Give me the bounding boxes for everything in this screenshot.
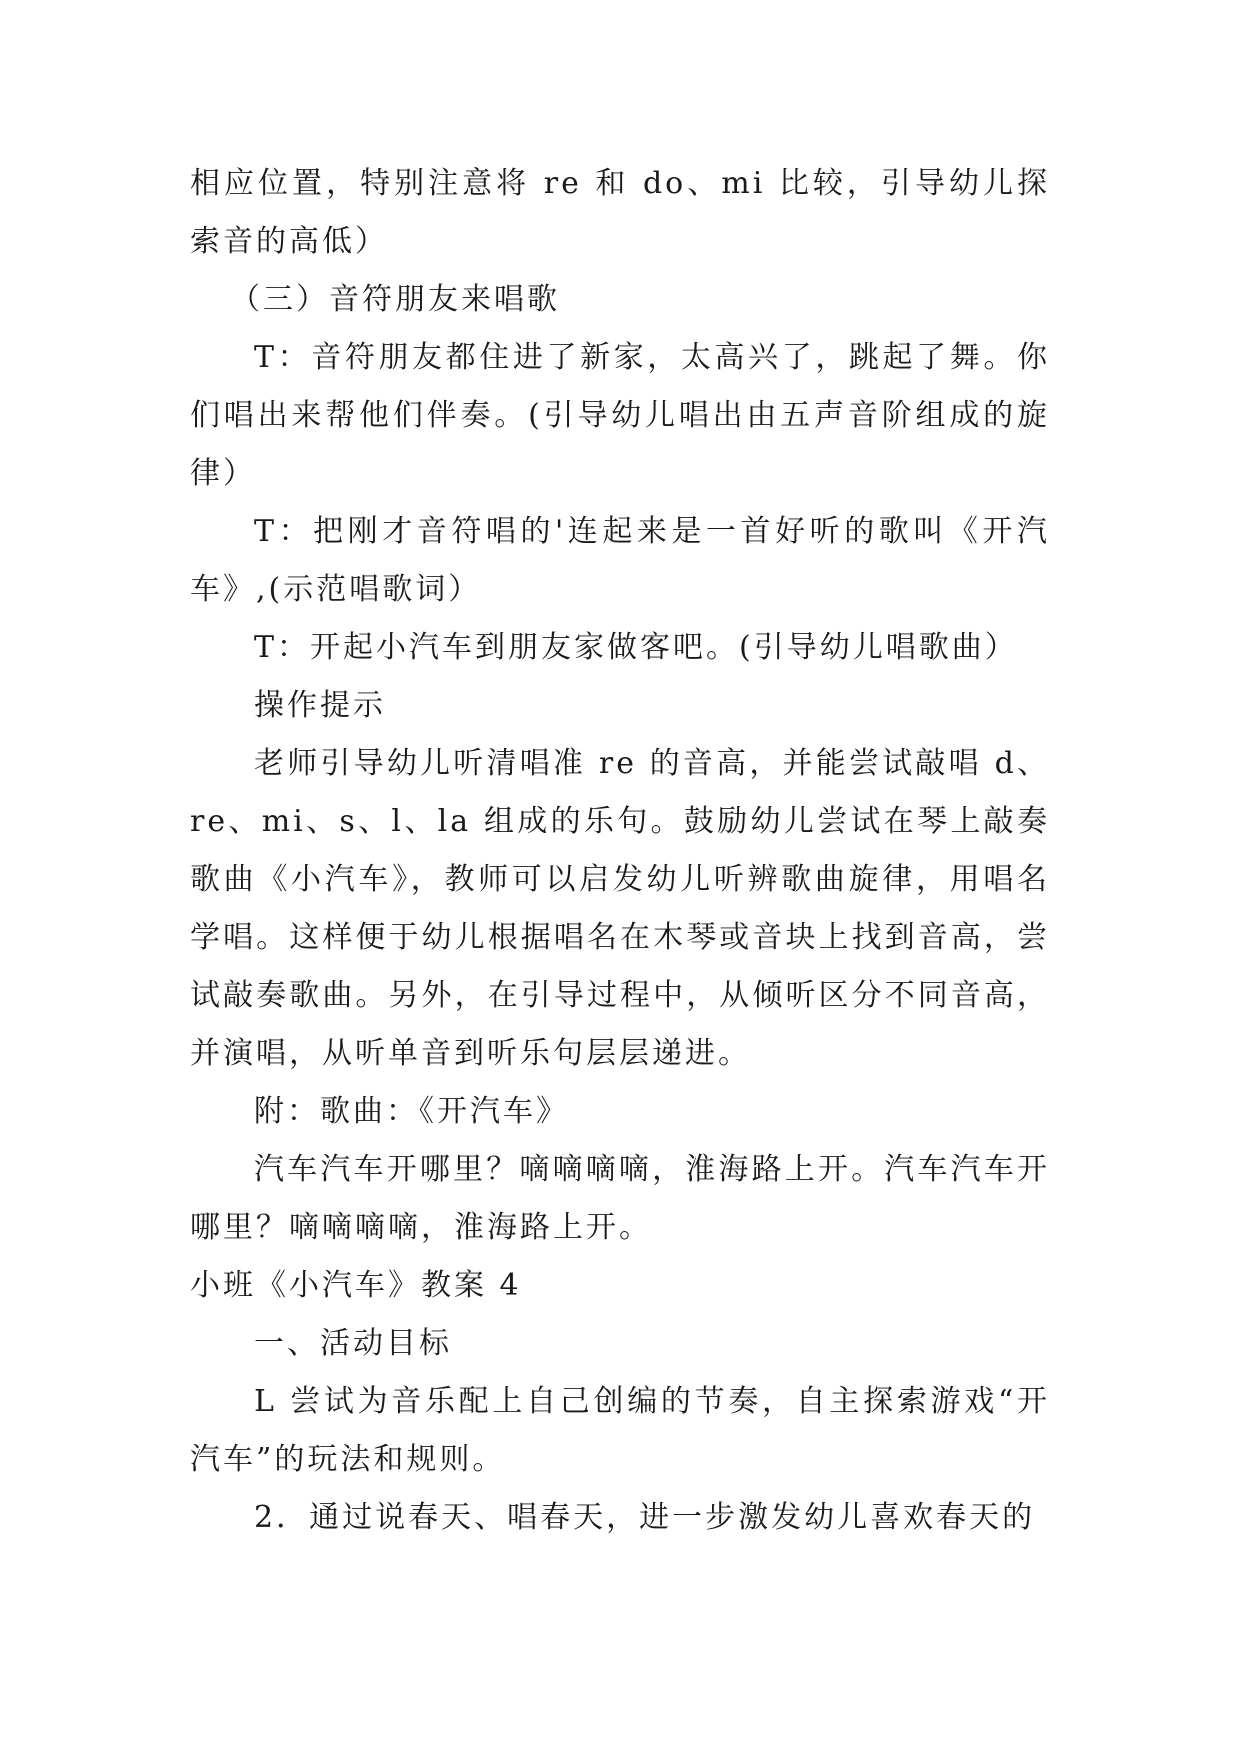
paragraph-song-lyrics: 汽车汽车开哪里？嘀嘀嘀嘀，淮海路上开。汽车汽车开哪里？嘀嘀嘀嘀，淮海路上开。 [190, 1152, 1050, 1245]
goal-item-1: L 尝试为音乐配上自己创编的节奏，自主探索游戏“开汽车”的玩法和规则。 [190, 1384, 1050, 1477]
paragraph-operation-tips: 老师引导幼儿听清唱准 re 的音高，并能尝试敲唱 d、re、mi、s、l、la 组成的乐句。鼓励幼儿尝试在琴上敲奏歌曲《小汽车》，教师可以启发幼儿听辨歌曲旋律，用唱名学唱。这样便于幼儿根据唱名在木琴或音块上找到音高，尝试敲奏歌曲。另外，在引导过程中，从倾听区分不同音高，并演唱，从听单音到听乐句层层递进。 [190, 746, 1050, 1071]
paragraph-note-continuation: 相应位置，特别注意将 re 和 do、mi 比较，引导幼儿探索音的高低） [190, 166, 1050, 259]
document-body [190, 155, 1050, 1547]
paragraph-song-title: 附：歌曲：《开汽车》 [254, 1094, 569, 1129]
heading-operation-tips: 操作提示 [254, 688, 386, 723]
paragraph-teacher-dance: T：音符朋友都住进了新家，太高兴了，跳起了舞。你们唱出来帮他们伴奏。(引导幼儿唱出由五声音阶组成的旋律） [190, 340, 1050, 491]
paragraph-teacher-drive: T：开起小汽车到朋友家做客吧。(引导幼儿唱歌曲） [254, 630, 1018, 665]
section-heading-notes-sing: （三）音符朋友来唱歌 [230, 282, 560, 317]
paragraph-teacher-song: T：把刚才音符唱的'连起来是一首好听的歌叫《开汽车》,(示范唱歌词） [190, 514, 1050, 607]
lesson-plan-title: 小班《小汽车》教案 4 [190, 1268, 522, 1303]
section-heading-goals: 一、活动目标 [254, 1326, 452, 1361]
goal-item-2: 2．通过说春天、唱春天，进一步激发幼儿喜欢春天的 [254, 1500, 1036, 1535]
